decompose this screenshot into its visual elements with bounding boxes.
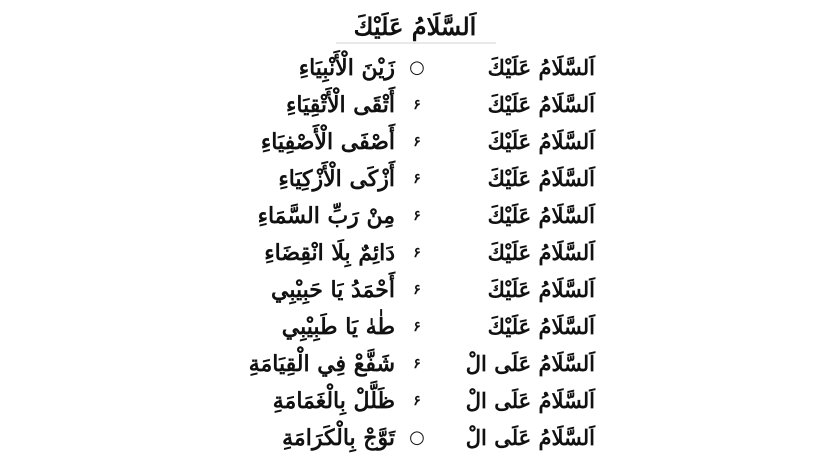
verse-text: ظَلَّلْ بِالْغَمَامَةِ	[272, 388, 395, 414]
verse-row	[235, 383, 595, 419]
verse-text: مِنْ رَبِّ السَّمَاءِ	[257, 203, 395, 229]
verse-text: طٰهٰ يَا طَبِيْبِي	[281, 314, 395, 340]
verse-text: أَحْمَدُ يَا حَبِيْبِي	[271, 277, 395, 303]
verse-separator: ۶	[413, 134, 421, 150]
verse-text: تَوَّجْ بِالْكَرَامَةِ	[282, 425, 395, 451]
verse-salutation: اَلسَّلَامُ عَلَيْكَ	[487, 55, 595, 80]
verse-separator: ○	[409, 57, 425, 78]
verse-salutation: اَلسَّلَامُ عَلَى الْ	[465, 425, 595, 450]
verse-salutation: اَلسَّلَامُ عَلَى الْ	[465, 388, 595, 413]
verse-salutation: اَلسَّلَامُ عَلَيْكَ	[487, 240, 595, 265]
verse-separator: ۶	[413, 356, 421, 372]
verse-row	[235, 161, 595, 197]
verse-salutation: اَلسَّلَامُ عَلَيْكَ	[487, 277, 595, 302]
verse-separator: ۶	[413, 97, 421, 113]
verse-text: أَزْكَى الْأَزْكِيَاءِ	[278, 166, 395, 192]
verse-row	[235, 346, 595, 382]
page-title: اَلسَّلَامُ عَلَيْكَ	[353, 12, 477, 41]
verse-salutation: اَلسَّلَامُ عَلَيْكَ	[487, 203, 595, 228]
verse-row	[235, 272, 595, 308]
verse-separator: ۶	[413, 282, 421, 298]
verse-salutation: اَلسَّلَامُ عَلَيْكَ	[487, 314, 595, 339]
verse-text: أَصْفَى الْأَصْفِيَاءِ	[260, 129, 395, 155]
title-underline	[336, 42, 496, 44]
verse-separator: ۶	[413, 171, 421, 187]
verse-text: دَائِمٌ بِلَا انْقِضَاءِ	[264, 240, 395, 266]
verse-row	[235, 87, 595, 123]
verse-separator: ۶	[413, 319, 421, 335]
verse-separator: ۶	[413, 208, 421, 224]
verse-salutation: اَلسَّلَامُ عَلَيْكَ	[487, 166, 595, 191]
verse-row	[235, 198, 595, 234]
verse-row	[235, 235, 595, 271]
verse-text: أَتْقَى الْأَتْقِيَاءِ	[286, 92, 395, 118]
verse-separator: ۶	[413, 393, 421, 409]
verse-text: شَفَّعْ فِي الْقِيَامَةِ	[248, 351, 395, 377]
verse-row	[235, 124, 595, 160]
verse-salutation: اَلسَّلَامُ عَلَيْكَ	[487, 92, 595, 117]
verse-salutation: اَلسَّلَامُ عَلَيْكَ	[487, 129, 595, 154]
verse-row	[235, 420, 595, 456]
verse-salutation: اَلسَّلَامُ عَلَى الْ	[465, 351, 595, 376]
verse-separator: ○	[409, 427, 425, 448]
verse-text: زَيْنَ الْأَنْبِيَاءِ	[298, 55, 395, 81]
verse-separator: ۶	[413, 245, 421, 261]
verse-row	[235, 309, 595, 345]
verse-row	[235, 50, 595, 86]
